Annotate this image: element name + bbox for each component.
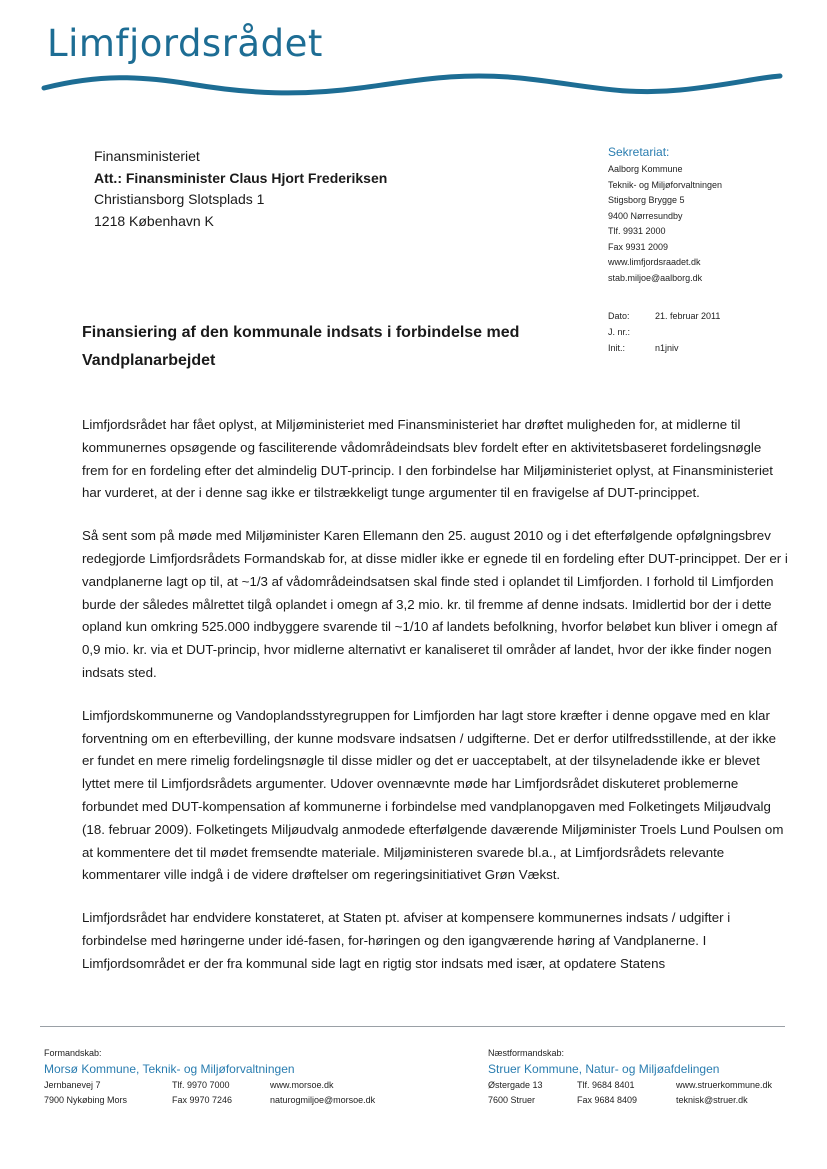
secretariat-line: Tlf. 9931 2000	[608, 226, 666, 236]
organization-logo: Limfjordsrådet	[47, 22, 323, 65]
recipient-line: Finansministeriet	[94, 148, 200, 164]
footer-city: 7900 Nykøbing Mors	[44, 1095, 128, 1105]
footer-web[interactable]: www.struerkommune.dk	[676, 1080, 773, 1090]
footer-org: Morsø Kommune, Teknik- og Miljøforvaltningen	[44, 1062, 295, 1076]
footer-divider	[40, 1026, 785, 1027]
init-label: Init.:	[608, 343, 626, 353]
footer-chair	[44, 1046, 375, 1108]
letter-meta	[608, 308, 720, 356]
recipient-attention: Att.: Finansminister Claus Hjort Frederiksen	[94, 169, 388, 186]
date-value: 21. februar 2011	[655, 311, 721, 321]
footer-web[interactable]: www.morsoe.dk	[270, 1080, 334, 1090]
date-label: Dato:	[608, 311, 630, 321]
wave-logo-graphic	[40, 66, 785, 100]
recipient-street: Christiansborg Slotsplads 1	[94, 191, 265, 207]
secretariat-line: Fax 9931 2009	[608, 241, 669, 252]
subject-line: Vandplanarbejdet	[82, 352, 216, 369]
body-paragraph: Så sent som på møde med Miljøminister Karen Ellemann den 25. august 2010 og i det efterfølgende opfølgningsbrev redegjorde Limfjordsrådets Formandskab for, at disse midler ikke er egnede til en fordeling efter DUT-princippet. Der er i vandplanerne lagt op til, at ~1/3 af vådområdeindsatsen skal finde sted i oplandet til Limfjorden. I forhold til Limfjorden burde der således målrettet tilgå oplandet i omegn af 3,2 mio. kr. til fremme af denne indsats. Imidlertid bor der i dette opland kun omkring 525.000 indbyggere svarende til ~1/10 af landets befolkning, hvorfor beløbet kun bliver i omegn af 0,9 mio. kr. via et DUT-princip, hvor midlerne alternativt er kanaliseret til områder af landet, hvor der ikke finder nogen indsats sted.	[82, 528, 788, 680]
secretariat-link[interactable]: www.limfjordsraadet.dk	[608, 257, 701, 267]
secretariat-line: Teknik- og Miljøforvaltningen	[608, 179, 723, 190]
body-paragraph: Limfjordsrådet har endvidere konstateret, at Staten pt. afviser at kompensere kommunernes indsats / udgifter i forbindelse med høringerne under idé-fasen, for-høringen og den igangværende høring af Vandplanerne. I Limfjordsområdet er der fra kommunal side lagt en rigtig stor indsats med især, at opdatere Statens	[82, 910, 731, 971]
subject-line: Finansiering af den kommunale indsats i forbindelse med	[82, 324, 520, 341]
letter-subject	[82, 319, 582, 375]
footer-phone: Tlf. 9684 8401	[577, 1080, 635, 1090]
secretariat-heading: Sekretariat:	[608, 145, 670, 159]
recipient-city: 1218 København K	[94, 212, 214, 229]
footer-label: Formandskab:	[44, 1048, 102, 1058]
footer-phone: Tlf. 9970 7000	[172, 1080, 230, 1090]
recipient-address	[94, 146, 387, 232]
secretariat-block	[608, 144, 722, 286]
secretariat-line: Aalborg Kommune	[608, 164, 683, 174]
secretariat-line: 9400 Nørresundby	[608, 210, 683, 221]
init-value: n1jniv	[655, 343, 679, 353]
footer-org: Struer Kommune, Natur- og Miljøafdelingen	[488, 1062, 720, 1076]
footer-label: Næstformandskab:	[488, 1048, 565, 1058]
jnr-label: J. nr.:	[608, 327, 631, 337]
footer-contact-table	[44, 1078, 375, 1108]
footer-city: 7600 Struer	[488, 1095, 536, 1105]
footer-street: Jernbanevej 7	[44, 1080, 101, 1090]
secretariat-line: Stigsborg Brygge 5	[608, 195, 685, 205]
footer-fax: Fax 9684 8409	[577, 1095, 638, 1105]
footer-email[interactable]: teknisk@struer.dk	[676, 1095, 748, 1105]
footer-fax: Fax 9970 7246	[172, 1095, 233, 1105]
footer-vice-chair	[488, 1046, 772, 1108]
footer-email[interactable]: naturogmiljoe@morsoe.dk	[270, 1095, 376, 1105]
footer-contact-table	[488, 1078, 772, 1108]
secretariat-email[interactable]: stab.miljoe@aalborg.dk	[608, 272, 703, 283]
body-paragraph: Limfjordskommunerne og Vandoplandsstyregruppen for Limfjorden har lagt store kræfter i denne opgave med en klar forventning om en efterbevilling, der kunne modsvare indsatsen / udgifterne. Det er derfor utilfredsstillende, at der ikke er fundet en mere rimelig fordelingsnøgle til disse midler og det er uacceptabelt, at der tilsyneladende ikke er blevet lyttet mere til Limfjordsrådets argumenter. Udover ovennævnte møde har Limfjordsrådet diskuteret problemerne forbundet med DUT-kompensation af kommunerne i forbindelse med vandplanopgaven med Folketingets Miljøudvalg (18. februar 2009). Folketingets Miljøudvalg anmodede efterfølgende daværende Miljøminister Troels Lund Poulsen om at kommentere det til mødet fremsendte materiale. Miljøministeren svarede bl.a., at Limfjordsrådets relevante kommentarer ville indgå i de videre drøftelser om regeringsinitiativet Grøn Vækst.	[82, 707, 784, 883]
body-paragraph: Limfjordsrådet har fået oplyst, at Miljøministeriet med Finansministeriet har drøftet muligheden for, at midlerne til kommunernes opsøgende og fasciliterende vådområdeindsats blev fordelt efter en aktivitetsbaseret fordelingsnøgle frem for en fordeling efter det almindelig DUT-princip. I den forbindelse har Miljøministeriet oplyst, at Finansministeriet har vurderet, at der i denne sag ikke er tilstrækkeligt tunge argumenter til en fravigelse af DUT-princippet.	[82, 417, 773, 501]
footer-street: Østergade 13	[488, 1080, 543, 1090]
letter-body	[82, 414, 788, 996]
